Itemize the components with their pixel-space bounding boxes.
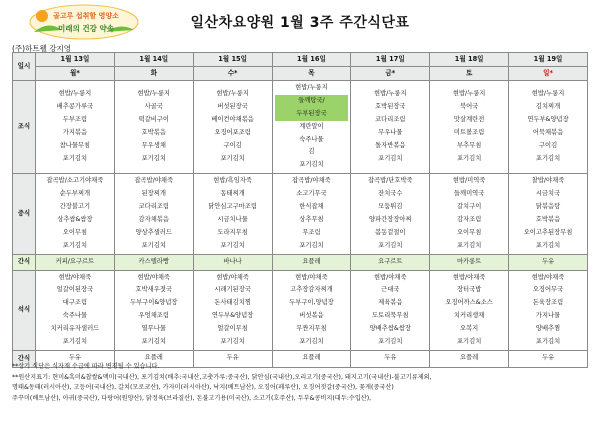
menu-item: 잡곡밥/야채죽: [134, 177, 174, 185]
menu-item: 감자채볶음: [138, 215, 169, 223]
date-header: 1월 14일: [114, 53, 193, 67]
menu-cell: [114, 254, 193, 270]
menu-item: 코다리조림: [375, 116, 406, 124]
menu-item: 시금치국: [535, 190, 561, 198]
menu-item: 제육볶음: [378, 299, 403, 307]
menu-item: 포기김치: [456, 241, 482, 249]
menu-item: 오이고추된장무침: [523, 228, 573, 236]
page-title: 일산차요양원 1월 3주 주간식단표: [190, 15, 410, 31]
notes: [12, 362, 592, 404]
menu-item: 고추장감자찌개: [290, 286, 333, 294]
menu-item: 간장불고기: [59, 203, 91, 211]
menu-item: 도라지무침: [217, 228, 248, 236]
menu-item: 마카롱트: [456, 257, 482, 265]
menu-item: 호박볶음: [535, 215, 561, 223]
menu-cell: [351, 270, 430, 350]
menu-item: 시래기된장국: [214, 286, 251, 294]
menu-item: 현밥/누룽지: [58, 90, 92, 98]
menu-item: 버섯된장국: [217, 103, 248, 111]
menu-item: 현밥/야채죽: [452, 273, 486, 281]
date-label: 일시: [13, 53, 36, 81]
menu-item: 찰밥/야채죽: [531, 177, 565, 185]
menu-item: 장터국밥: [456, 286, 482, 294]
menu-item: 계란말이: [299, 122, 324, 130]
menu-item: 두유: [68, 354, 81, 362]
menu-cell: [193, 174, 272, 254]
menu-item: 코다리조림: [138, 203, 169, 211]
menu-item: 커피/요구르트: [55, 257, 95, 265]
menu-item: 현밥/누룽지: [295, 84, 328, 91]
menu-item: 포기김치: [299, 241, 324, 249]
menu-cell: [272, 174, 351, 254]
date-header: 1월 13일: [36, 53, 115, 67]
menu-item: 포기김치: [378, 338, 403, 346]
menu-item: 무짠지무침: [296, 325, 327, 333]
menu-cell: [430, 270, 509, 350]
weekly-menu-table: [12, 52, 588, 368]
menu-item: 오징어포조림: [214, 129, 251, 137]
menu-item: 어묵채볶음: [532, 129, 564, 137]
menu-item: 호박새우젓국: [135, 286, 173, 294]
menu-item: 구이김: [538, 142, 558, 150]
menu-item: 포기김치: [141, 338, 166, 346]
menu-item: 포기김치: [220, 241, 245, 249]
menu-cell: [114, 81, 193, 174]
menu-item: 양상추샐러드: [135, 228, 173, 236]
highlight-item: [275, 95, 349, 121]
menu-item: 구이김: [223, 142, 242, 150]
menu-item: 얼갈이된장국: [56, 286, 94, 294]
menu-cell: [351, 81, 430, 174]
menu-item: 포기김치: [220, 154, 245, 162]
menu-item: 오복지: [460, 325, 479, 333]
menu-item: 잔치국수: [378, 190, 403, 198]
menu-cell: [430, 254, 509, 270]
menu-cell: [36, 270, 115, 350]
menu-item: 포기김치: [141, 154, 166, 162]
menu-item: 오이무침: [62, 228, 88, 236]
menu-item: 순두부찌개: [59, 190, 91, 198]
menu-item: 사골국: [144, 103, 163, 111]
menu-item: 된장찌개: [141, 190, 166, 198]
menu-item: 부추무침: [456, 142, 482, 150]
menu-item: 양배추쌈&쌈장: [369, 325, 411, 333]
logo-line2: 미래의 건강 약속: [58, 24, 114, 33]
menu-item: 돈사태김치찜: [214, 299, 251, 307]
menu-item: 우엉채조림: [138, 312, 169, 320]
menu-item: 현밥/미역죽: [452, 177, 486, 185]
menu-item: 열무나물: [141, 325, 166, 333]
date-header: 1월 18일: [430, 53, 509, 67]
menu-item: 포기김치: [378, 241, 403, 249]
company-name: (주)하트웰 강지영: [12, 44, 71, 53]
menu-item: 포기김치: [378, 154, 403, 162]
menu-item: 두유: [541, 257, 555, 265]
menu-cell: [430, 174, 509, 254]
day-header: 월*: [36, 67, 115, 81]
menu-item: 현밥/누룽지: [452, 90, 486, 98]
menu-item: 현밥/야채죽: [58, 273, 92, 281]
menu-item: 잡곡밥/소고기야채죽: [46, 177, 104, 185]
menu-item: 포기김치: [456, 154, 482, 162]
menu-item: 연두부&양념장: [527, 116, 569, 124]
menu-item: 포기김치: [62, 338, 88, 346]
meal-label: 간식: [13, 350, 36, 367]
menu-cell: [114, 174, 193, 254]
menu-cell: [272, 81, 351, 174]
day-header: 토: [430, 67, 509, 81]
menu-item: 포기김치: [299, 338, 324, 346]
menu-item: 근대국: [381, 286, 400, 294]
menu-item: 두유: [384, 354, 397, 362]
menu-item: 베이컨야채볶음: [211, 116, 254, 124]
menu-item: 숙주나물: [299, 135, 324, 143]
menu-cell: [509, 254, 588, 270]
date-header: 1월 19일: [509, 53, 588, 67]
date-header: 1월 16일: [272, 53, 351, 67]
menu-item: 요구르트: [378, 257, 403, 265]
date-header: 1월 17일: [351, 53, 430, 67]
menu-item: 버섯볶음: [299, 312, 324, 320]
menu-cell: [114, 270, 193, 350]
menu-item: 김치찌개: [535, 103, 561, 111]
menu-item: 요플레: [302, 354, 321, 362]
menu-item: 포기김치: [535, 338, 561, 346]
menu-item: 동태찌개: [220, 190, 245, 198]
menu-cell: [36, 254, 115, 270]
meal-label: 간식: [13, 254, 36, 270]
menu-cell: [351, 254, 430, 270]
menu-item: 맛살계란전: [453, 116, 485, 124]
menu-item: 무우나물: [378, 129, 403, 137]
menu-item: 잡곡밥/야채죽: [292, 177, 331, 185]
menu-item: 호박된장국: [375, 103, 406, 111]
menu-item: 현밥/야채죽: [137, 273, 171, 281]
menu-cell: [36, 174, 115, 254]
menu-item: 시금치나물: [217, 215, 248, 223]
menu-cell: [193, 81, 272, 174]
menu-item: 배추콩가루국: [56, 103, 94, 111]
menu-item: 현밥/누룽지: [531, 90, 565, 98]
menu-item: 포기김치: [535, 241, 561, 249]
highlight-line: 두부된장국: [296, 109, 327, 117]
menu-item: 떡갈비구이: [138, 116, 169, 124]
menu-item: 김: [308, 148, 315, 156]
highlight-line: 들깨탕국/: [298, 96, 325, 104]
menu-item: 참나물무침: [59, 142, 91, 150]
menu-item: 소고기무국: [296, 190, 327, 198]
menu-item: 포기김치: [141, 241, 166, 249]
menu-item: 포기김치: [299, 161, 324, 169]
menu-item: 양배추찜: [535, 325, 561, 333]
menu-item: 현밥/누룽지: [216, 90, 249, 98]
menu-item: 오징어무국: [532, 286, 564, 294]
menu-item: 치커리생채: [453, 312, 485, 320]
menu-cell: [36, 81, 115, 174]
day-header: 금*: [351, 67, 430, 81]
note-line: 주꾸미(베트남산), 아귀(중국산), 다랑어(원양산), 닭정육(브라질산), 돈불고기용(미국산), 소고기(호주산), 두부&콩비지(대두:수입산),: [12, 394, 372, 402]
menu-item: 한식잡채: [299, 203, 324, 211]
meal-label: 조식: [13, 81, 36, 174]
menu-item: 현밥/누룽지: [374, 90, 407, 98]
menu-item: 모둠튀김: [378, 203, 403, 211]
menu-item: 두부조림: [62, 116, 88, 124]
menu-item: 얼갈이무침: [217, 325, 248, 333]
menu-cell: [430, 81, 509, 174]
menu-item: 현밥/누룽지: [137, 90, 171, 98]
menu-item: 대구조림: [62, 299, 88, 307]
menu-item: 돌자반볶음: [375, 142, 406, 150]
note-line: 명태&동태(러시아산), 고등어(국내산), 갈치(모로코산), 가자미(러시아산), 낙지(베트남산), 오징어(페루산), 오징어젓갈(중국산), 꽃게(중국산): [12, 384, 394, 391]
menu-item: 도토리묵무침: [372, 312, 409, 320]
menu-item: 잡곡밥/단호박죽: [367, 177, 413, 185]
menu-item: 갈치구이: [456, 203, 482, 211]
menu-item: 오징어까스&소스: [445, 299, 493, 307]
menu-item: 닭안심고구마조림: [208, 203, 257, 211]
day-header: 목: [272, 67, 351, 81]
menu-item: 두유: [226, 354, 239, 362]
menu-item: 현밥/흑임자죽: [213, 177, 252, 185]
menu-item: 포기김치: [62, 241, 88, 249]
menu-cell: [193, 254, 272, 270]
menu-item: 현밥/야채죽: [531, 273, 565, 281]
menu-item: 포기김치: [220, 338, 245, 346]
menu-item: 치커리유자샐러드: [50, 325, 100, 333]
meal-label: 석식: [13, 270, 36, 350]
logo-line1: 골고루 섭취할 영양소: [53, 12, 119, 20]
menu-item: 두부구이,양념장: [289, 299, 334, 307]
note-line: **상기 식단은 식자재 수급에 따라 변경될 수 있습니다.: [12, 363, 160, 370]
menu-item: 가지볶음: [62, 129, 88, 137]
menu-item: 상추무침: [299, 215, 324, 223]
note-line: **원산지표기: 현미&흑미&찹쌀&맥미(국내산), 포기김치(배추:국내산,고춧가루:중국산), 닭안심(국내산),오리고기(중국산), 돼지고기(국내산)-불고기류제외,: [12, 373, 432, 381]
menu-item: 포기김치: [62, 154, 88, 162]
menu-cell: [272, 270, 351, 350]
menu-item: 연두부&양념장: [211, 312, 254, 320]
menu-cell: [509, 270, 588, 350]
menu-item: 현밥/야채죽: [216, 273, 249, 281]
day-header: 일*: [509, 67, 588, 81]
menu-item: 돈육장조림: [532, 299, 564, 307]
menu-item: 포기김치: [535, 154, 561, 162]
menu-item: 감자조림: [456, 215, 482, 223]
menu-item: 무우생채: [141, 142, 166, 150]
menu-item: 카스텔라빵: [138, 257, 169, 265]
menu-item: 오이무침: [456, 228, 482, 236]
meal-label: 중식: [13, 174, 36, 254]
menu-item: 양파간장장아찌: [369, 215, 412, 223]
menu-item: 요플레: [460, 354, 479, 362]
menu-item: 무조림: [302, 228, 321, 236]
menu-item: 바나나: [223, 257, 242, 265]
menu-item: 두부구이&양념장: [130, 299, 178, 307]
date-header: 1월 15일: [193, 53, 272, 67]
menu-item: 숙주나물: [62, 312, 88, 320]
menu-item: 현밥/야채죽: [295, 273, 328, 281]
menu-item: 닭볶음탕: [535, 203, 561, 211]
day-header: 수*: [193, 67, 272, 81]
menu-cell: [509, 174, 588, 254]
menu-item: 두유: [541, 354, 555, 362]
menu-item: 요플레: [302, 257, 321, 265]
menu-item: 포기김치: [456, 338, 482, 346]
menu-cell: [351, 174, 430, 254]
menu-item: 북어국: [460, 103, 479, 111]
menu-item: 미트볼조림: [453, 129, 485, 137]
menu-item: 봄동겉절이: [375, 228, 406, 236]
menu-item: 상추쌈&쌈장: [57, 215, 93, 223]
menu-cell: [509, 81, 588, 174]
menu-item: 호박볶음: [141, 129, 166, 137]
menu-item: 현밥/야채죽: [374, 273, 407, 281]
menu-item: 요플레: [144, 354, 163, 362]
menu-item: 가지나물: [535, 312, 561, 320]
menu-cell: [193, 270, 272, 350]
menu-cell: [272, 254, 351, 270]
day-header: 화: [114, 67, 193, 81]
menu-item: 들깨미역국: [453, 190, 485, 198]
